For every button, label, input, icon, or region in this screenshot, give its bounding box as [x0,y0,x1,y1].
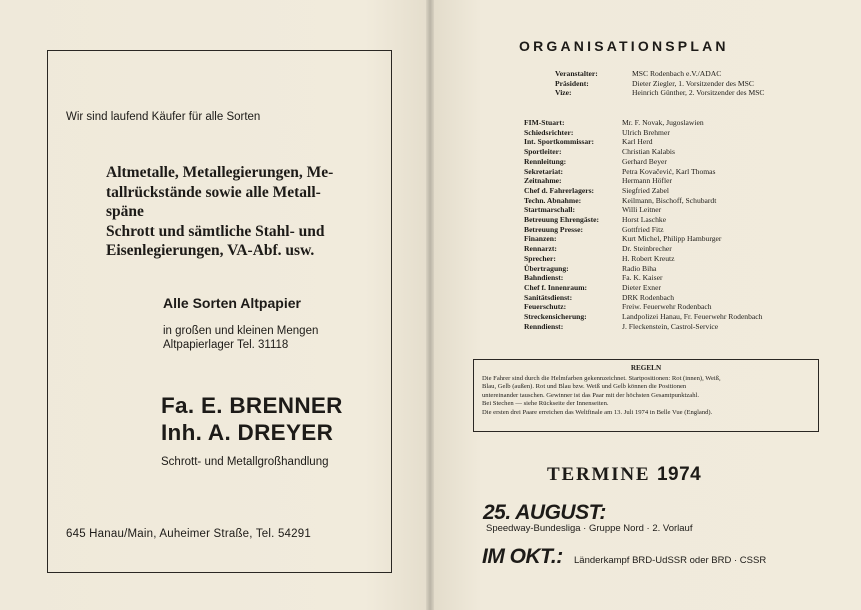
official-row-role: Finanzen: [524,234,557,244]
official-row-person: J. Fleckenstein, Castrol-Service [622,321,719,331]
rules-title: REGELN [630,364,662,372]
ad-paper-line: Altpapierlager Tel. 31118 [163,339,289,351]
official-row-role: Techn. Abnahme: [524,195,582,205]
ad-paper-line: in großen und kleinen Mengen [163,325,319,337]
official-row-role: Betreuung Ehrengäste: [524,215,600,224]
event-description-october: Länderkampf BRD-UdSSR oder BRD · CSSR [574,555,767,566]
official-row-role: Übertragung: [524,263,569,273]
ad-materials-list [106,163,374,261]
official-row-person: Mr. F. Novak, Jugoslawien [622,118,704,127]
official-row-person: Willi Leitner [622,205,662,215]
official-row-person: Keilmann, Bischoff, Schubardt [622,195,717,205]
official-row-person: DRK Rodenbach [622,292,675,302]
official-row-person: Christian Kalabis [622,147,675,157]
event-date-october: IM OKT.: [482,545,563,568]
ad-intro-text: Wir sind laufend Käufer für alle Sorten [66,111,261,123]
ad-materials-line: Schrott und sämtliche Stahl- und [106,222,325,240]
official-row-person: Radio Biha [622,263,657,273]
official-row-role: Streckensicherung: [524,312,587,321]
rules-line: Blau, Gelb (außen). Rot und Blau bzw. Weiß und Gelb können die Positionen [482,383,687,391]
official-row-role: Chef f. Innenraum: [524,282,588,292]
rules-line: Bei Stechen — siehe Rückseite der Innenseiten. [482,400,609,408]
ad-trade-description: Schrott- und Metallgroßhandlung [161,456,329,468]
event-date-august: 25. AUGUST: [483,501,606,524]
advertisement-frame [47,50,392,573]
org-header-row-role: Vize: [555,88,572,97]
ad-company-owner: Inh. A. DREYER [161,420,334,445]
org-header-row-role: Präsident: [555,78,589,88]
ad-paper-title: Alle Sorten Altpapier [163,295,301,311]
official-row-person: H. Robert Kreutz [622,253,675,263]
ad-materials-line: Altmetalle, Metallegierungen, Me- [106,164,334,181]
official-row-person: Hermann Höfler [622,176,672,186]
official-row-person: Freiw. Feuerwehr Rodenbach [622,302,712,312]
official-row-person: Dieter Exner [622,282,662,292]
official-row-role: Sprecher: [524,253,556,263]
ad-address: 645 Hanau/Main, Auheimer Straße, Tel. 54291 [66,528,311,540]
official-row-person: Karl Herd [622,137,653,147]
official-row-role: Int. Sportkommissar: [524,137,595,147]
official-row-person: Landpolizei Hanau, Fr. Feuerwehr Rodenbach [622,312,763,321]
official-row-role: FIM-Stuart: [524,118,565,127]
official-row-role: Betreuung Presse: [524,224,583,234]
official-row-person: Dr. Steinbrecher [622,244,672,254]
official-row-role: Sekretariat: [524,166,564,176]
ad-materials-line: tallrückstände sowie alle Metall- [106,183,321,201]
rules-line: Die ersten drei Paare erreichen das Weltfinale am 13. Juli 1974 in Belle Vue (England). [482,408,713,416]
termine-year: 1974 [656,464,702,485]
official-row-role: Schiedsrichter: [524,127,574,137]
official-row-person: Gerhard Beyer [622,156,667,166]
official-row-person: Gottfried Fitz [622,224,664,234]
rules-box [473,359,819,432]
official-row-person: Petra Kovačević, Karl Thomas [622,166,716,176]
official-row-role: Rennleitung: [524,156,567,166]
org-header-row-person: MSC Rodenbach e.V./ADAC [632,69,722,78]
official-row-role: Feuerschutz: [524,302,567,312]
event-description-august: Speedway-Bundesliga · Gruppe Nord · 2. Vorlauf [486,523,693,534]
official-row-role: Rennarzt: [524,244,557,254]
official-row-role: Zeitnahme: [524,176,562,186]
official-row-role: Chef d. Fahrerlagers: [524,185,595,195]
termine-heading [547,464,701,486]
official-row-person: Siegfried Zabel [622,185,670,195]
official-row-person: Fa. K. Kaiser [622,273,663,283]
official-row-role: Startmarschall: [524,205,576,215]
org-plan-title: ORGANISATIONSPLAN [519,38,729,54]
official-row-person: Ulrich Brehmer [622,127,670,137]
official-row-person: Horst Laschke [622,215,667,224]
official-row-role: Bahndienst: [524,273,564,283]
rules-line: Die Fahrer sind durch die Helmfarben gekennzeichnet. Startpositionen: Rot (innen), Weiß, [482,374,721,382]
rules-text [482,375,810,418]
official-row-role: Renndienst: [524,321,564,331]
ad-materials-line: späne [106,203,144,220]
termine-title: TERMINE [547,464,651,485]
org-header-row-role: Veranstalter: [555,69,598,78]
ad-materials-line: Eisenlegierungen, VA-Abf. usw. [106,242,315,259]
official-row-role: Sportleiter: [524,147,562,157]
rules-line: untereinander tauschen. Gewinner ist das Paar mit der höchsten Gesamtpunktzahl. [482,391,699,399]
page-fold [426,0,434,610]
ad-company-name: Fa. E. BRENNER [161,393,343,418]
official-row-role: Sanitätsdienst: [524,292,573,302]
official-row-person: Kurt Michel, Philipp Hamburger [622,234,722,244]
org-header-row-person: Heinrich Günther, 2. Vorsitzender des MSC [632,88,765,97]
org-header-row-person: Dieter Ziegler, 1. Vorsitzender des MSC [632,78,754,88]
